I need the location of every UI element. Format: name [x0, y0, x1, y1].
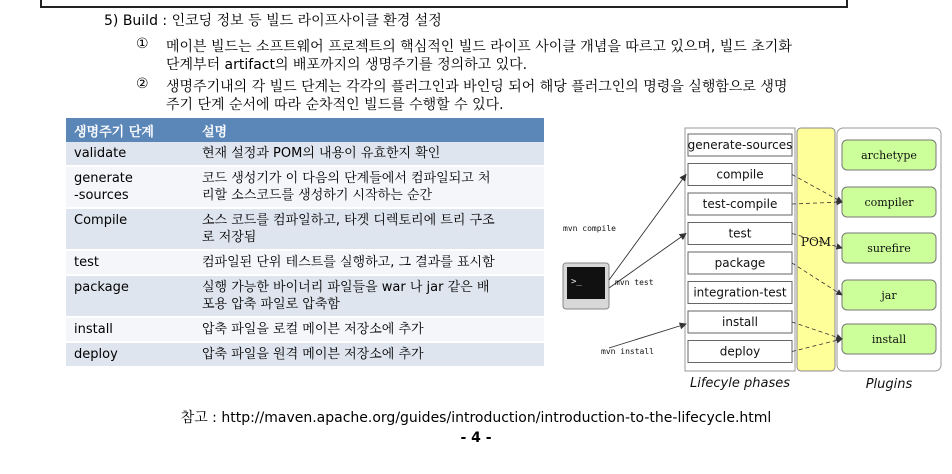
- table-row: [66, 208, 544, 250]
- reference-footer: 참고 : http://maven.apache.org/guides/introduction/introduction-to-the-lifecycle.html: [180, 410, 772, 426]
- item-2-line-2: 주기 단계 순서에 따라 순차적인 빌드를 수행할 수 있다.: [166, 97, 504, 113]
- lifecycle-table: [66, 118, 544, 368]
- phase-cell: Compile: [66, 208, 194, 250]
- phase-cell: generate -sources: [66, 166, 194, 208]
- phase-label: integration-test: [693, 285, 787, 300]
- phase-label: test: [728, 226, 752, 241]
- command-label: mvn test: [615, 278, 654, 287]
- terminal-prompt: >_: [571, 277, 582, 287]
- phase-label: test-compile: [702, 197, 778, 211]
- phase-label: deploy: [719, 344, 761, 359]
- pom-column: [797, 128, 835, 371]
- description-cell: 소스 코드를 컴파일하고, 타겟 디렉토리에 트리 구조 로 저장됨: [194, 208, 544, 250]
- table-row: [66, 317, 544, 342]
- command-label: mvn install: [601, 347, 654, 356]
- table-header-row: [66, 118, 544, 142]
- item-1-line-1: 메이븐 빌드는 소프트웨어 프로젝트의 핵심적인 빌드 라이프 사이클 개념을 따르고 있으며, 빌드 초기화: [166, 39, 792, 55]
- command-label: mvn compile: [563, 224, 616, 233]
- phase-cell: package: [66, 275, 194, 317]
- page-number: - 4 -: [460, 430, 492, 446]
- cmd-arrow-install: [609, 324, 686, 348]
- lifecycle-diagram: [555, 120, 945, 400]
- plugin-label: surefire: [867, 242, 911, 255]
- description-cell: 실행 가능한 바이너리 파일들을 war 나 jar 같은 배 포용 압축 파일로 압축함: [194, 275, 544, 317]
- item-2-line-1: 생명주기내의 각 빌드 단계는 각각의 플러그인과 바인딩 되어 해당 플러그인의 명령을 실행함으로 생명: [166, 79, 788, 95]
- item-1-line-2: 단계부터 artifact의 배포까지의 생명주기를 정의하고 있다.: [166, 57, 528, 73]
- cmd-arrow-compile: [609, 175, 686, 281]
- phases-caption: Lifecyle phases: [689, 376, 791, 391]
- table-row: [66, 342, 544, 367]
- header-description: 설명: [194, 118, 544, 142]
- phase-label: compile: [716, 167, 764, 182]
- phase-cell: deploy: [66, 342, 194, 367]
- description-cell: 압축 파일을 원격 메이븐 저장소에 추가: [194, 342, 544, 367]
- table-row: [66, 166, 544, 208]
- table-row: [66, 250, 544, 275]
- plugin-label: compiler: [864, 196, 914, 209]
- item-number-1: ①: [136, 36, 149, 52]
- pom-label: POM: [800, 235, 832, 249]
- phase-label: package: [714, 256, 766, 270]
- phase-cell: validate: [66, 142, 194, 166]
- phase-cell: test: [66, 250, 194, 275]
- header-phase: 생명주기 단계: [66, 118, 194, 142]
- section-heading: 5) Build : 인코딩 정보 등 빌드 라이프사이클 환경 설정: [104, 13, 442, 29]
- plugin-label: jar: [881, 289, 897, 302]
- table-row: [66, 275, 544, 317]
- item-number-2: ②: [136, 76, 149, 92]
- plugin-label: install: [871, 333, 907, 346]
- top-border-box: [40, 0, 848, 8]
- description-cell: 컴파일된 단위 테스트를 실행하고, 그 결과를 표시함: [194, 250, 544, 275]
- phase-cell: install: [66, 317, 194, 342]
- table-row: [66, 142, 544, 166]
- description-cell: 현재 설정과 POM의 내용이 유효한지 확인: [194, 142, 544, 166]
- plugins-caption: Plugins: [865, 377, 913, 392]
- description-cell: 압축 파일을 로컬 메이븐 저장소에 추가: [194, 317, 544, 342]
- phase-label: generate-sources: [687, 138, 793, 152]
- phase-label: install: [722, 315, 758, 329]
- description-cell: 코드 생성기가 이 다음의 단계들에서 컴파일되고 처 리할 소스코드를 생성하기 시작하는 순간: [194, 166, 544, 208]
- plugin-label: archetype: [861, 149, 917, 162]
